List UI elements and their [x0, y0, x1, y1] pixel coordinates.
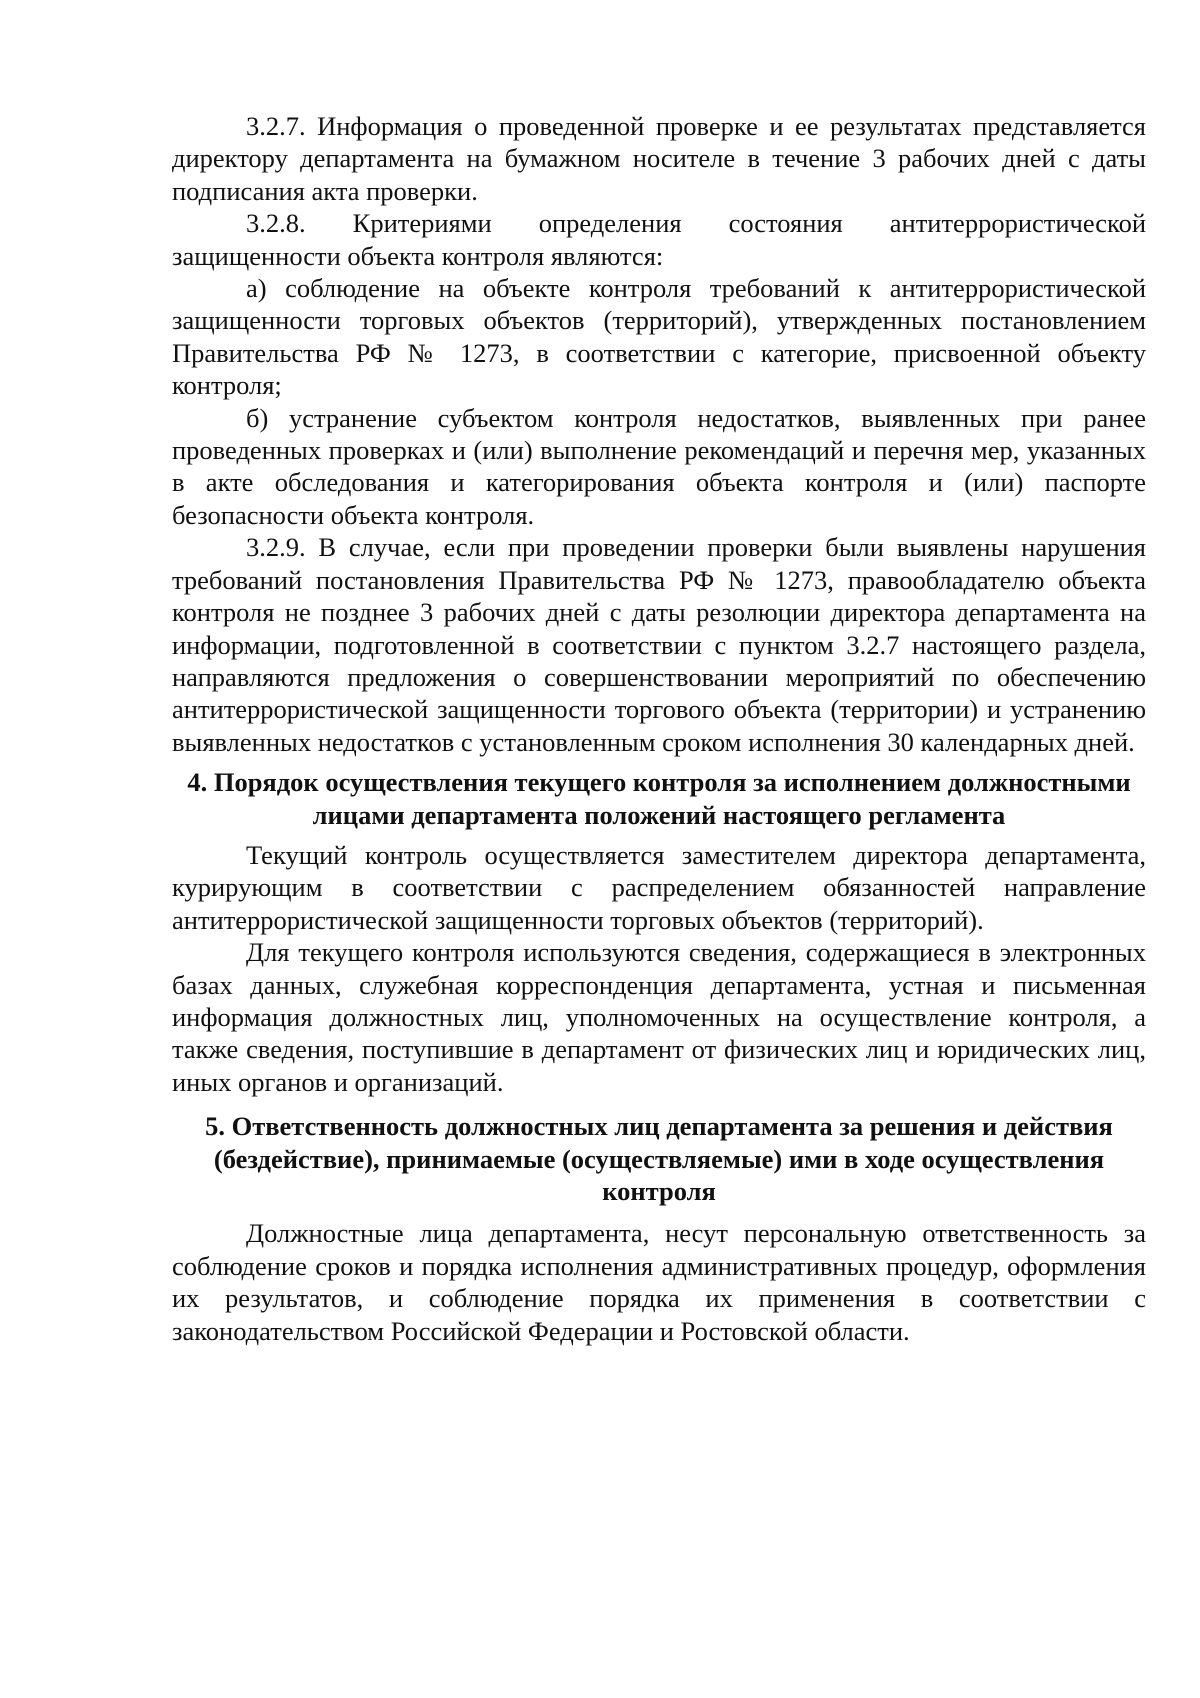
paragraph-criterion-b: б) устранение субъектом контроля недостатков, выявленных при ранее проведенных проверках и (или) выполнение рекомендаций и перечня мер, указанных в акте обследования и категорирования объекта контроля и (или) паспорте безопасности объекта контроля.	[172, 402, 1146, 530]
section-4-paragraph-2: Для текущего контроля используются сведения, содержащиеся в электронных базах данных, служебная корреспонденция департамента, устная и письменная информация должностных лиц, уполномоченных на осуществление контроля, а также сведения, поступившие в департамент от физических лиц и юридических лиц, иных органов и организаций.	[172, 937, 1146, 1097]
paragraph-3-2-9: 3.2.9. В случае, если при проведении проверки были выявлены нарушения требований постановления Правительства РФ № 1273, правообладателю объекта контроля не позднее 3 рабочих дней с даты резолюции директора департамента на информации, подготовленной в соответствии с пунктом 3.2.7 настоящего раздела, направляются предложения о совершенствовании мероприятий по обеспечению антитеррористической защищенности торгового объекта (территории) и устранению выявленных недостатков с установленным сроком исполнения 30 календарных дней.	[172, 532, 1146, 757]
section-4-heading: 4. Порядок осуществления текущего контроля за исполнением должностными лицами департамента положений настоящего регламента	[187, 767, 1131, 830]
document-page	[172, 110, 1146, 1347]
section-5-heading: 5. Ответственность должностных лиц департамента за решения и действия (бездействие), принимаемые (осуществляемые) ими в ходе осуществления контроля	[205, 1111, 1113, 1206]
paragraph-3-2-8: 3.2.8. Критериями определения состояния антитеррористической защищенности объекта контроля являются:	[172, 208, 1146, 271]
section-5-paragraph-1: Должностные лица департамента, несут персональную ответственность за соблюдение сроков и порядка исполнения административных процедур, оформления их результатов, и соблюдение порядка их применения в соответствии с законодательством Российской Федерации и Ростовской области.	[172, 1218, 1146, 1346]
section-4-paragraph-1: Текущий контроль осуществляется заместителем директора департамента, курирующим в соответствии с распределением обязанностей направление антитеррористической защищенности торговых объектов (территорий).	[172, 839, 1146, 935]
paragraph-criterion-a: а) соблюдение на объекте контроля требований к антитеррористической защищенности торговых объектов (территорий), утвержденных постановлением Правительства РФ № 1273, в соответствии с категорие, присвоенной объекту контроля;	[172, 273, 1146, 401]
paragraph-3-2-7: 3.2.7. Информация о проведенной проверке и ее результатах представляется директору департамента на бумажном носителе в течение 3 рабочих дней с даты подписания акта проверки.	[172, 111, 1146, 206]
